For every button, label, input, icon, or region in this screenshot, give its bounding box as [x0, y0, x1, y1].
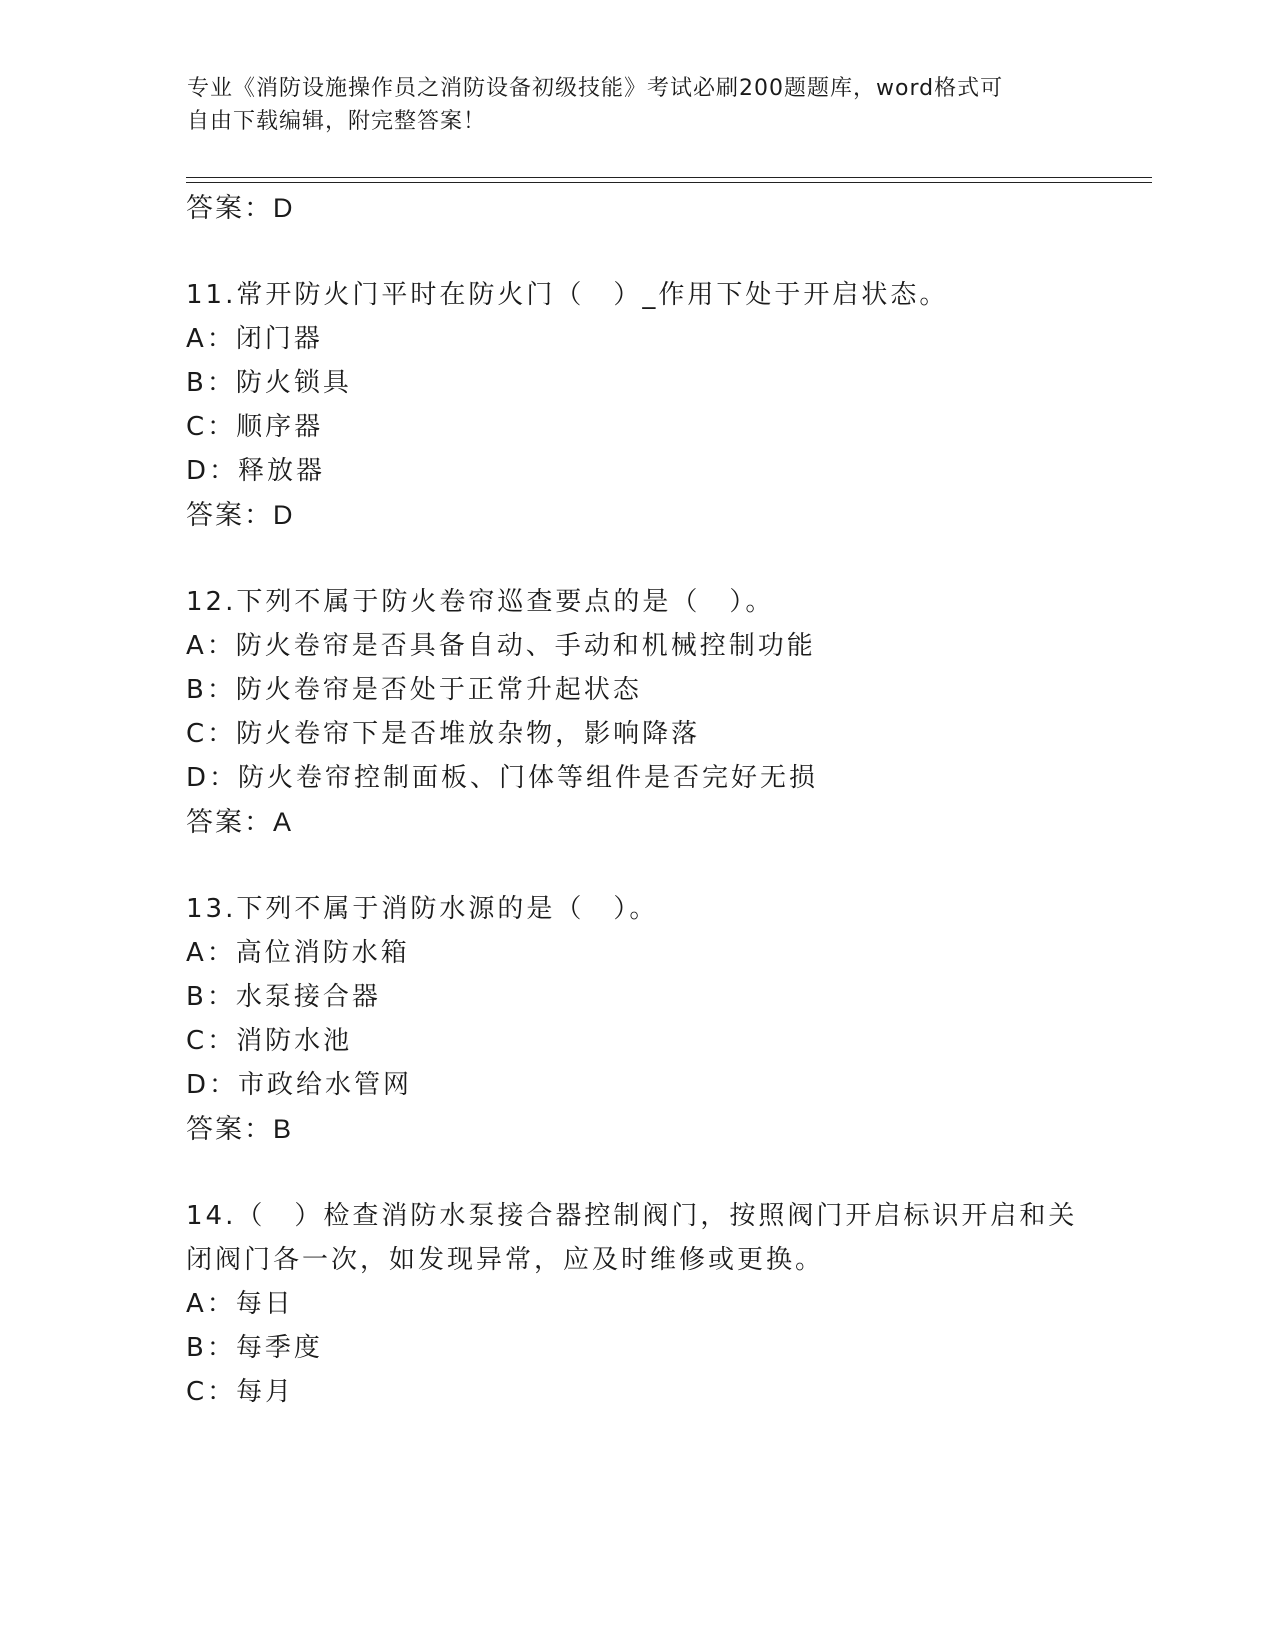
answer-label: 答案：D: [186, 193, 295, 223]
question-11-option-b: B：防火锁具: [186, 368, 352, 398]
question-14-stem-line-2: 闭阀门各一次，如发现异常，应及时维修或更换。: [186, 1245, 825, 1275]
question-13-option-c: C：消防水池: [186, 1026, 353, 1056]
question-12-answer: 答案：A: [186, 807, 294, 837]
question-12-option-a: A：防火卷帘是否具备自动、手动和机械控制功能: [186, 631, 816, 661]
question-12-stem: 12.下列不属于防火卷帘巡查要点的是（ ）。: [186, 587, 775, 617]
header-line-2: 自由下载编辑，附完整答案！: [187, 109, 487, 134]
question-12-option-b: B：防火卷帘是否处于正常升起状态: [186, 675, 642, 705]
question-14-option-b: B：每季度: [186, 1333, 323, 1363]
question-12-option-d: D：防火卷帘控制面板、门体等组件是否完好无损: [186, 763, 819, 793]
question-13-option-b: B：水泵接合器: [186, 982, 381, 1012]
question-13-answer: 答案：B: [186, 1114, 294, 1144]
question-12-option-c: C：防火卷帘下是否堆放杂物，影响降落: [186, 719, 701, 749]
question-13-stem: 13.下列不属于消防水源的是（ ）。: [186, 894, 659, 924]
question-11-answer: 答案：D: [186, 500, 295, 530]
question-11-stem: 11.常开防火门平时在防火门（ ）_作用下处于开启状态。: [186, 280, 949, 310]
question-14-option-c: C：每月: [186, 1377, 295, 1407]
header-rule-top: [186, 177, 1152, 178]
question-13-option-a: A：高位消防水箱: [186, 938, 410, 968]
header-line-1: 专业《消防设施操作员之消防设备初级技能》考试必刷200题题库，word格式可: [187, 76, 1004, 101]
question-11-option-c: C：顺序器: [186, 412, 324, 442]
question-14-option-a: A：每日: [186, 1289, 294, 1319]
question-11-option-a: A：闭门器: [186, 324, 323, 354]
question-14-stem-line-1: 14.（ ）检查消防水泵接合器控制阀门，按照阀门开启标识开启和关: [186, 1201, 1078, 1231]
header-rule-bottom: [186, 182, 1152, 183]
question-11-option-d: D：释放器: [186, 456, 326, 486]
question-13-option-d: D：市政给水管网: [186, 1070, 413, 1100]
document-header: [187, 72, 1067, 138]
